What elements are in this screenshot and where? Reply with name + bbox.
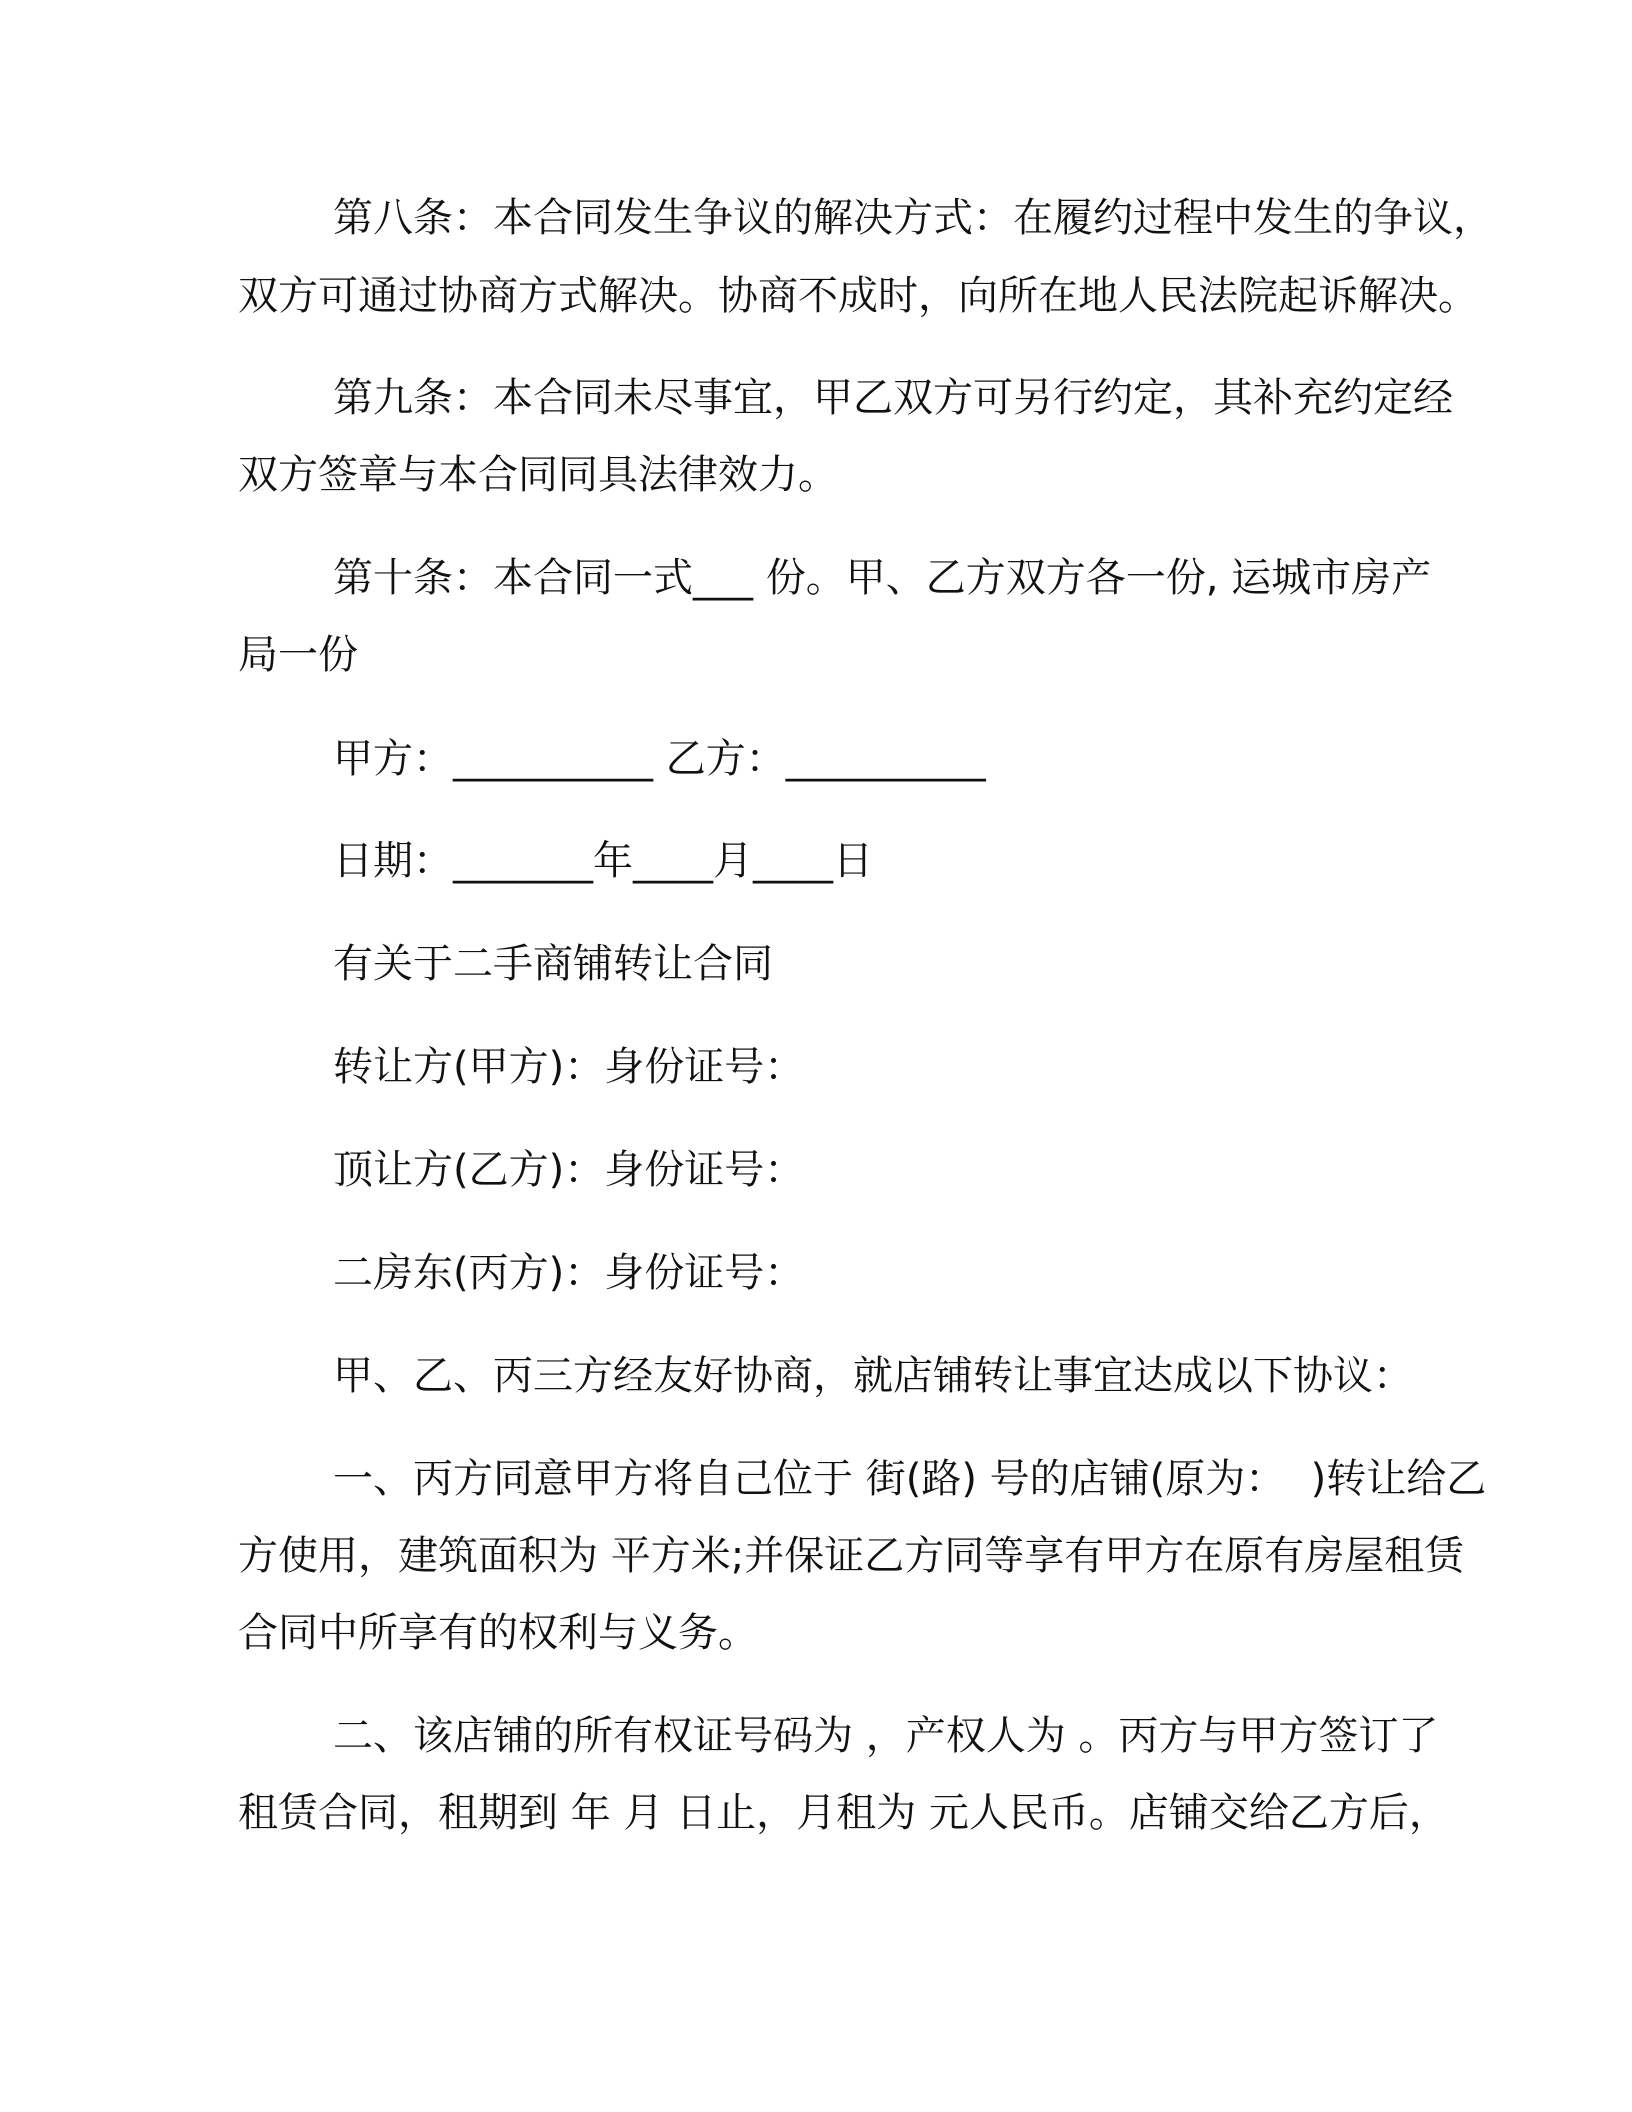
clause-1-line-3: 合同中所享有的权利与义务。 xyxy=(238,1610,758,1656)
clause-2-line-1: 二、该店铺的所有权证号码为 ，产权人为 。丙方与甲方签订了 xyxy=(333,1713,1439,1759)
clause-2-line-2: 租赁合同，租期到 年 月 日止，月租为 元人民币。店铺交给乙方后， xyxy=(238,1790,1449,1836)
article-8-line-2: 双方可通过协商方式解决。协商不成时，向所在地人民法院起诉解决。 xyxy=(238,273,1478,319)
transferee-line: 顶让方(乙方)：身份证号： xyxy=(333,1147,805,1193)
article-10-line-1: 第十条：本合同一式___ 份。甲、乙方双方各一份, 运城市房产 xyxy=(333,555,1432,601)
party-signature-line: 甲方：__________ 乙方：__________ xyxy=(333,736,986,782)
contract-title: 有关于二手商铺转让合同 xyxy=(333,941,773,987)
clause-1-line-1: 一、丙方同意甲方将自己位于 街(路) 号的店铺(原为： )转让给乙 xyxy=(333,1456,1487,1502)
article-9-line-2: 双方签章与本合同同具法律效力。 xyxy=(238,452,838,498)
article-9-line-1: 第九条：本合同未尽事宜，甲乙双方可另行约定，其补充约定经 xyxy=(333,375,1453,421)
date-line: 日期：_______年____月____日 xyxy=(333,838,873,884)
transferor-line: 转让方(甲方)：身份证号： xyxy=(333,1044,805,1090)
article-8-line-1: 第八条：本合同发生争议的解决方式：在履约过程中发生的争议， xyxy=(333,195,1493,241)
agreement-preamble: 甲、乙、丙三方经友好协商，就店铺转让事宜达成以下协议： xyxy=(333,1353,1413,1399)
article-10-line-2: 局一份 xyxy=(238,632,358,678)
clause-1-line-2: 方使用，建筑面积为 平方米;并保证乙方同等享有甲方在原有房屋租赁 xyxy=(238,1533,1465,1579)
sublessor-line: 二房东(丙方)：身份证号： xyxy=(333,1250,805,1296)
